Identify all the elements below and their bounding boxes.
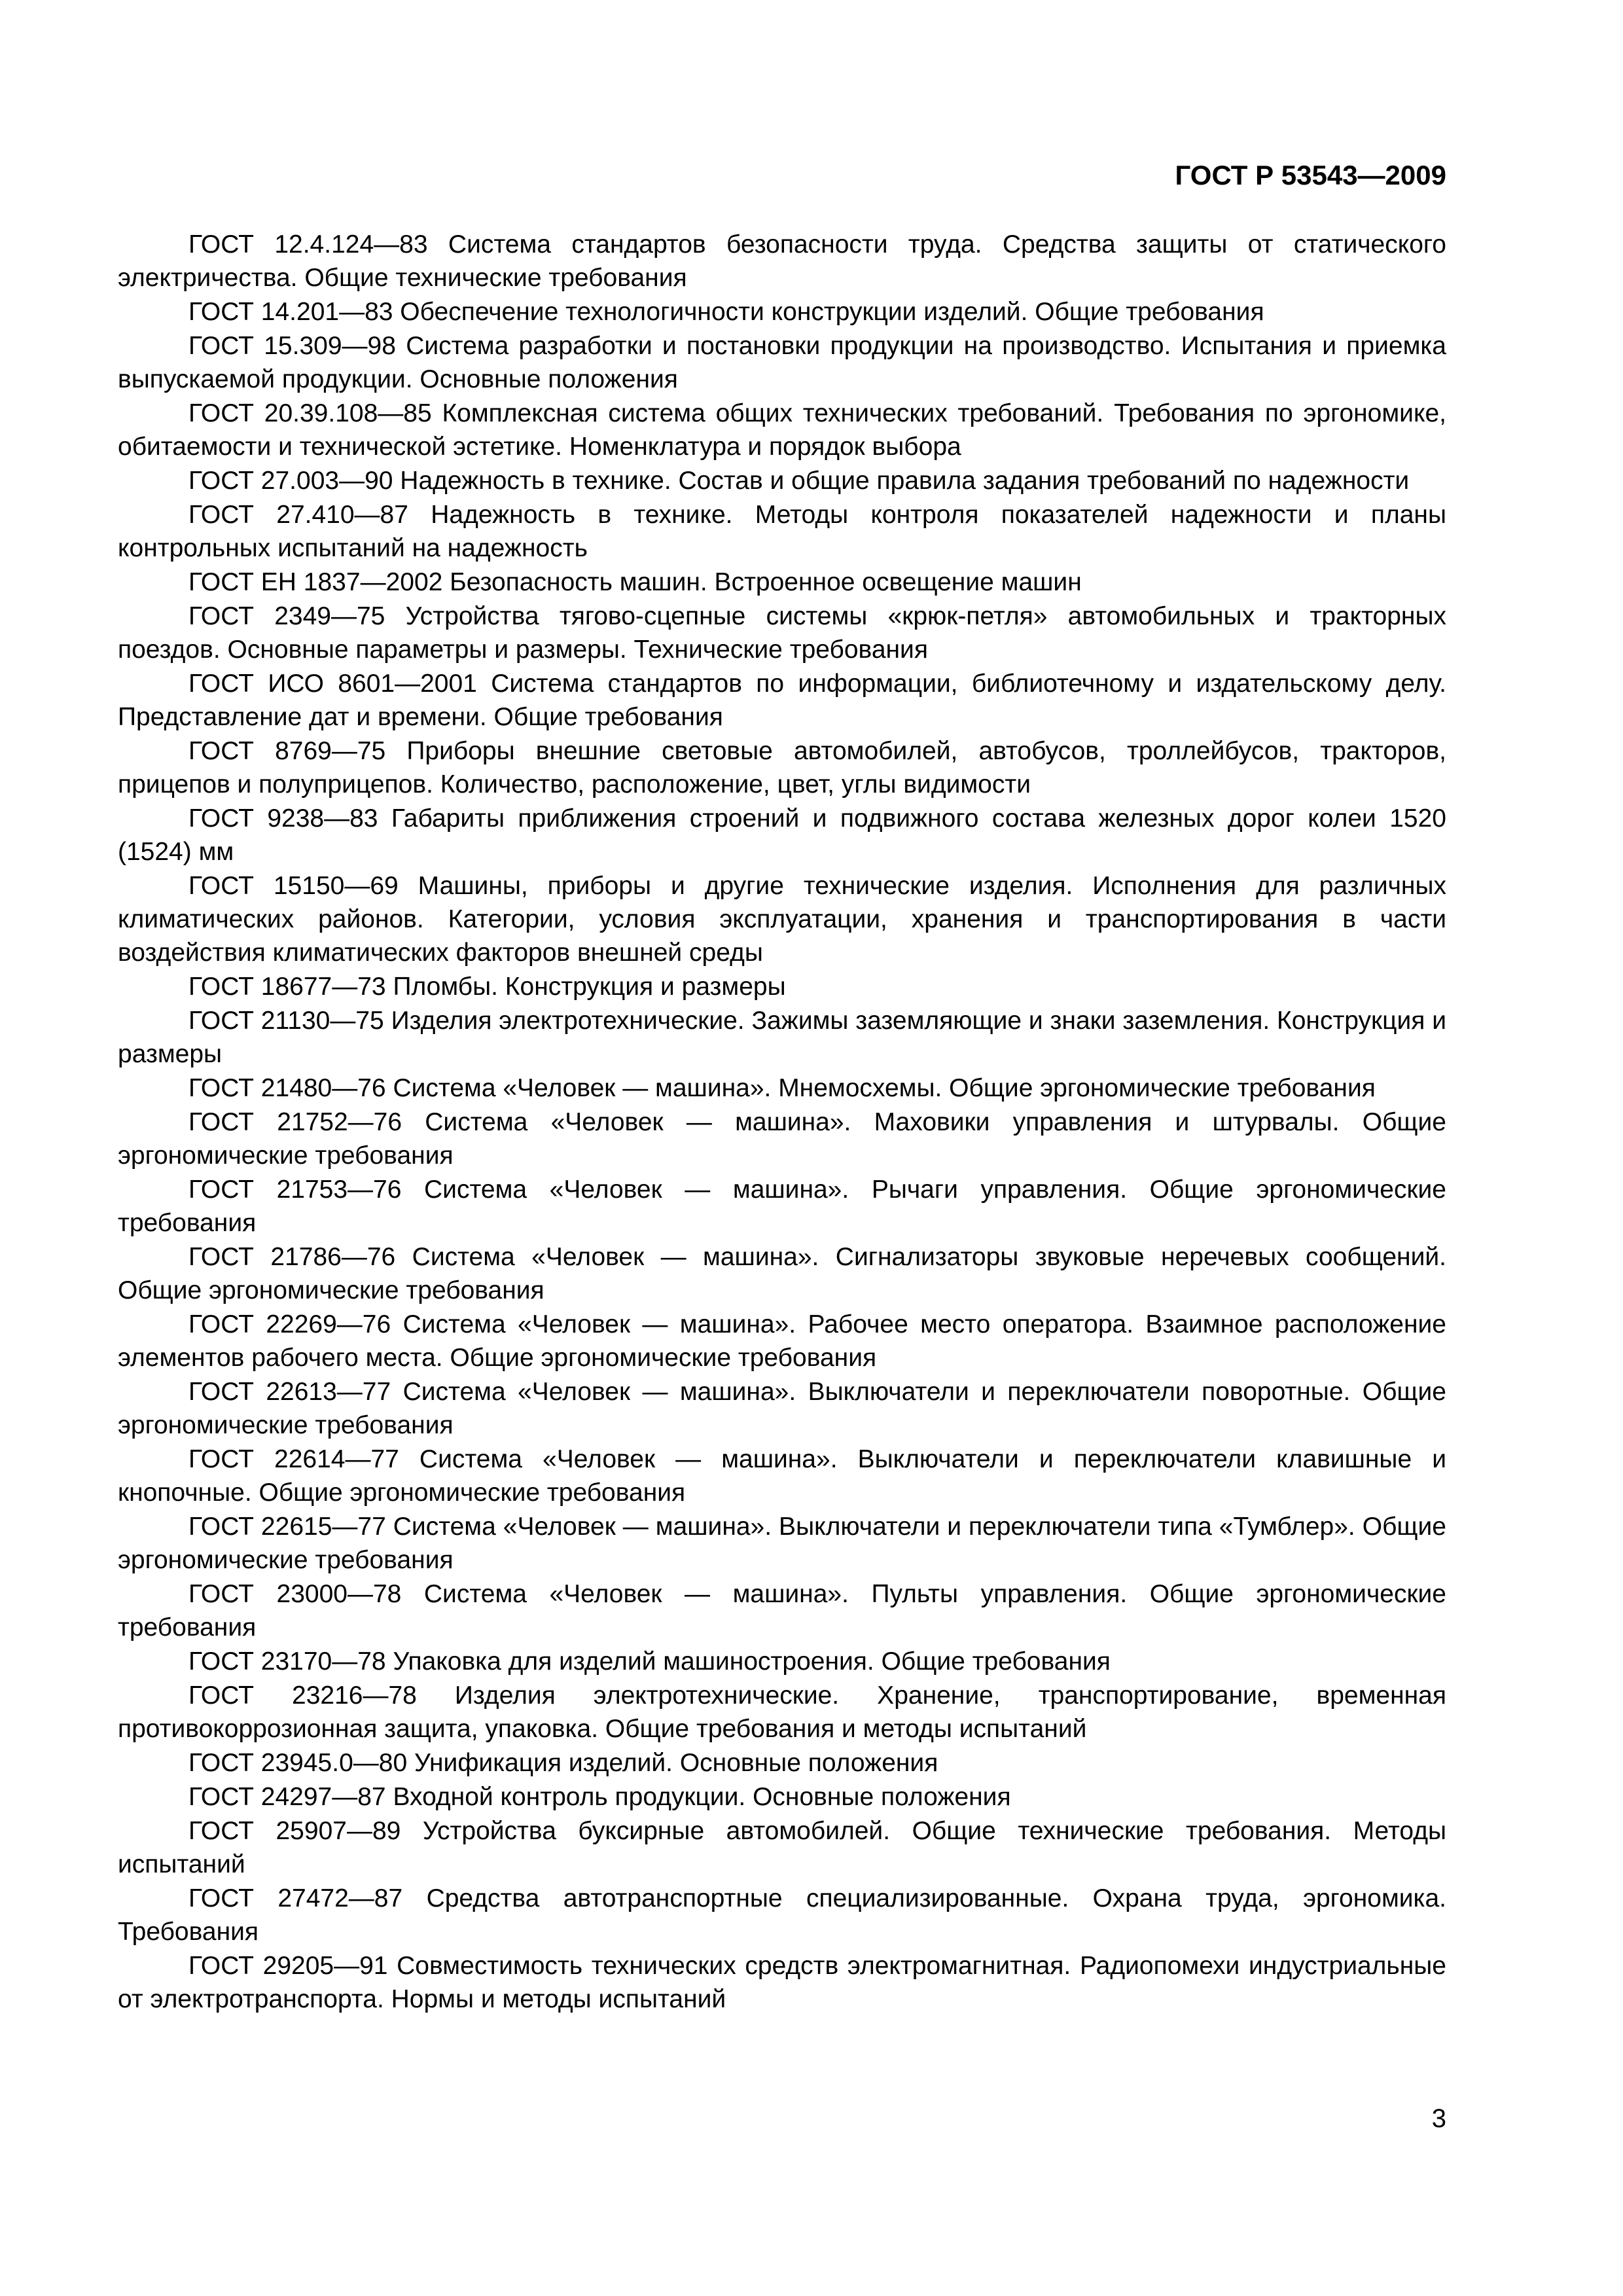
- reference-entry: ГОСТ 15.309—98 Система разработки и постановки продукции на производство. Испытания и приемка выпускаемой продукции. Основные положения: [118, 332, 1446, 393]
- reference-entry: ГОСТ 15150—69 Машины, приборы и другие технические изделия. Исполнения для различных климатических районов. Категории, условия эксплуатации, хранения и транспортирования в части воздействия климатических факторов внешней среды: [118, 872, 1446, 967]
- standards-reference-list: [118, 228, 1446, 2017]
- reference-entry: ГОСТ 21753—76 Система «Человек — машина». Рычаги управления. Общие эргономические требования: [118, 1175, 1446, 1237]
- reference-entry: ГОСТ 27472—87 Средства автотранспортные специализированные. Охрана труда, эргономика. Требования: [118, 1884, 1446, 1946]
- reference-entry: ГОСТ 27.410—87 Надежность в технике. Методы контроля показателей надежности и планы контрольных испытаний на надежность: [118, 501, 1446, 562]
- page-header-doc-number: ГОСТ Р 53543—2009: [1175, 160, 1446, 190]
- reference-entry: ГОСТ 21130—75 Изделия электротехнические. Зажимы заземляющие и знаки заземления. Конструкция и размеры: [118, 1007, 1446, 1068]
- reference-entry: ГОСТ 18677—73 Пломбы. Конструкция и размеры: [188, 973, 786, 1001]
- reference-entry: ГОСТ 12.4.124—83 Система стандартов безопасности труда. Средства защиты от статического электричества. Общие технические требования: [118, 230, 1446, 292]
- reference-entry: ГОСТ 2349—75 Устройства тягово-сцепные системы «крюк-петля» автомобильных и тракторных поездов. Основные параметры и размеры. Технические требования: [118, 602, 1446, 664]
- reference-entry: ГОСТ ЕН 1837—2002 Безопасность машин. Встроенное освещение машин: [188, 568, 1082, 596]
- reference-entry: ГОСТ ИСО 8601—2001 Система стандартов по информации, библиотечному и издательскому делу. Представление дат и времени. Общие требования: [118, 670, 1446, 731]
- reference-entry: ГОСТ 22614—77 Система «Человек — машина». Выключатели и переключатели клавишные и кнопочные. Общие эргономические требования: [118, 1445, 1446, 1507]
- reference-entry: ГОСТ 22613—77 Система «Человек — машина». Выключатели и переключатели поворотные. Общие эргономические требования: [118, 1378, 1446, 1439]
- reference-entry: ГОСТ 14.201—83 Обеспечение технологичности конструкции изделий. Общие требования: [188, 298, 1264, 326]
- reference-entry: ГОСТ 22615—77 Система «Человек — машина». Выключатели и переключатели типа «Тумблер». Общие эргономические требования: [118, 1513, 1446, 1574]
- reference-entry: ГОСТ 9238—83 Габариты приближения строений и подвижного состава железных дорог колеи 1520 (1524) мм: [118, 804, 1446, 866]
- reference-entry: ГОСТ 8769—75 Приборы внешние световые автомобилей, автобусов, троллейбусов, тракторов, прицепов и полуприцепов. Количество, расположение, цвет, углы видимости: [118, 737, 1446, 798]
- reference-entry: ГОСТ 24297—87 Входной контроль продукции. Основные положения: [188, 1783, 1011, 1811]
- reference-entry: ГОСТ 21786—76 Система «Человек — машина». Сигнализаторы звуковые неречевых сообщений. Общие эргономические требования: [118, 1243, 1446, 1304]
- page-number: 3: [1431, 2104, 1446, 2133]
- reference-entry: ГОСТ 21480—76 Система «Человек — машина». Мнемосхемы. Общие эргономические требования: [188, 1074, 1376, 1102]
- reference-entry: ГОСТ 23216—78 Изделия электротехнические. Хранение, транспортирование, временная противокоррозионная защита, упаковка. Общие требования и методы испытаний: [118, 1681, 1446, 1743]
- reference-entry: ГОСТ 23000—78 Система «Человек — машина». Пульты управления. Общие эргономические требования: [118, 1580, 1446, 1641]
- reference-entry: ГОСТ 27.003—90 Надежность в технике. Состав и общие правила задания требований по надежности: [188, 467, 1410, 495]
- reference-entry: ГОСТ 29205—91 Совместимость технических средств электромагнитная. Радиопомехи индустриальные от электротранспорта. Нормы и методы испытаний: [118, 1952, 1446, 2013]
- reference-entry: ГОСТ 23945.0—80 Унификация изделий. Основные положения: [188, 1749, 938, 1777]
- reference-entry: ГОСТ 23170—78 Упаковка для изделий машиностроения. Общие требования: [188, 1647, 1111, 1676]
- reference-entry: ГОСТ 25907—89 Устройства буксирные автомобилей. Общие технические требования. Методы испытаний: [118, 1817, 1446, 1878]
- reference-entry: ГОСТ 20.39.108—85 Комплексная система общих технических требований. Требования по эргономике, обитаемости и технической эстетике. Номенклатура и порядок выбора: [118, 399, 1446, 461]
- reference-entry: ГОСТ 21752—76 Система «Человек — машина». Маховики управления и штурвалы. Общие эргономические требования: [118, 1108, 1446, 1170]
- reference-entry: ГОСТ 22269—76 Система «Человек — машина». Рабочее место оператора. Взаимное расположение элементов рабочего места. Общие эргономические требования: [118, 1310, 1446, 1372]
